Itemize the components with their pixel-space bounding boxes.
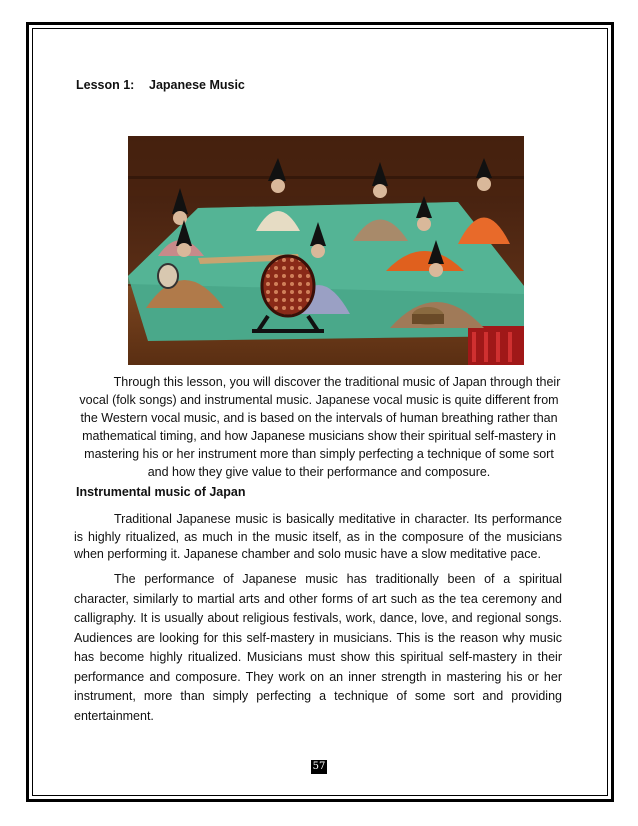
intro-line: vocal (folk songs) and instrumental music. Japanese vocal music is quite different from — [79, 393, 559, 407]
intro-paragraph — [74, 373, 564, 481]
section-heading: Instrumental music of Japan — [76, 485, 246, 499]
intro-line: Through this lesson, you will discover the traditional music of Japan through their — [113, 375, 561, 389]
intro-line: the Western vocal music, and is based on the intervals of human breathing rather than — [80, 411, 558, 425]
gagaku-ensemble-photo — [128, 136, 524, 365]
body-paragraph: Traditional Japanese music is basically meditative in character. Its performance is highly ritualized, as much in the music itself, as in the composure of the musicians when performing it. Japanese chamber and solo music have a slow meditative pace. — [74, 512, 562, 561]
page-number: 57 — [312, 761, 326, 772]
lesson-title — [76, 78, 245, 92]
intro-line: mastering his or her instrument more than simply perfecting a technique of some sort — [84, 447, 554, 461]
body-paragraph: The performance of Japanese music has traditionally been of a spiritual character, similarly to martial arts and other forms of art such as the tea ceremony and calligraphy. It is usually about religious festivals, work, dance, love, and regional songs. Audiences are looking for this self-mastery in musicians. This is the reason why music has become highly ritualized. Musicians must show this spiritual self-mastery in their performance and composure. They work on an inner strength in mastering his or her instrument, more than simply perfecting a technique of some sort and providing entertainment. — [74, 572, 562, 723]
lesson-name: Japanese Music — [149, 78, 245, 92]
intro-line: and how they give value to their performance and composure. — [147, 465, 491, 479]
lesson-number: Lesson 1: — [76, 78, 135, 92]
intro-line: mathematical timing, and how Japanese musicians show their spiritual self-mastery in — [82, 429, 556, 443]
